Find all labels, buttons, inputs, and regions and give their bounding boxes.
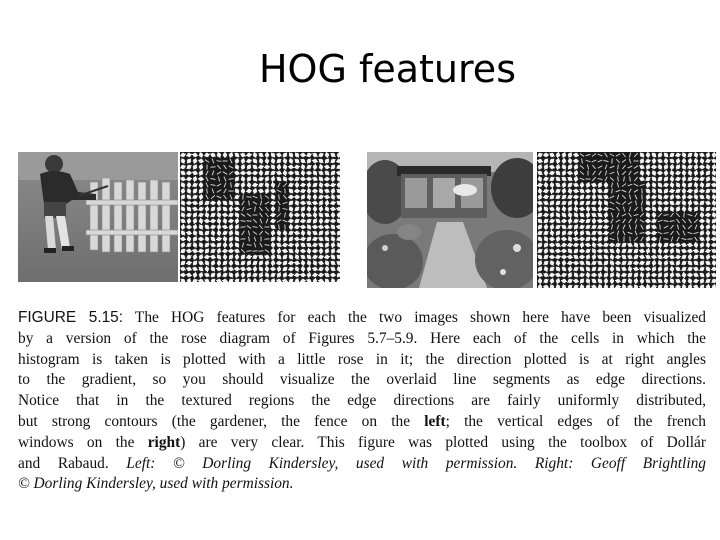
caption-line-5: Notice that in the textured regions the edge directions are fairly uniformly distributed, (18, 392, 706, 410)
figure-caption (18, 308, 706, 495)
bold-right: right (147, 433, 181, 451)
caption-line-2: by a version of the rose diagram of Figures 5.7–5.9. Here each of the cells in which the (18, 329, 706, 347)
hog-visualization-right (537, 152, 716, 288)
caption-line-1: FIGURE 5.15: The HOG features for each the two images shown here have been visualized (18, 309, 706, 326)
credit-left: Left: © Dorling Kindersley, used with permission. Right: Geoff Brightling (108, 454, 706, 472)
caption-line-7: windows on the right) are very clear. This figure was plotted using the toolbox of Dollár (18, 433, 706, 451)
caption-line-6: but strong contours (the gardener, the fence on the left; the vertical edges of the french (18, 412, 706, 430)
slide-title: HOG features (258, 47, 516, 92)
credit-right: © Dorling Kindersley, used with permission. (18, 475, 294, 493)
caption-line-3: histogram is taken is plotted with a little rose in it; the direction plotted is at right angles (18, 350, 706, 368)
caption-line-4: to the gradient, so you should visualize the overlaid line segments as edge directions. (18, 371, 706, 389)
caption-line-8: and Rabaud. Left: © Dorling Kindersley, used with permission. Right: Geoff Brightling (18, 454, 706, 472)
bold-left: left (424, 412, 446, 430)
figure-label: FIGURE 5.15: (18, 309, 123, 326)
garden-house-photo (367, 152, 533, 288)
hog-visualization-left (180, 152, 340, 282)
figure-images (18, 152, 534, 288)
caption-line-9 (18, 474, 706, 495)
gardener-photo (18, 152, 178, 282)
